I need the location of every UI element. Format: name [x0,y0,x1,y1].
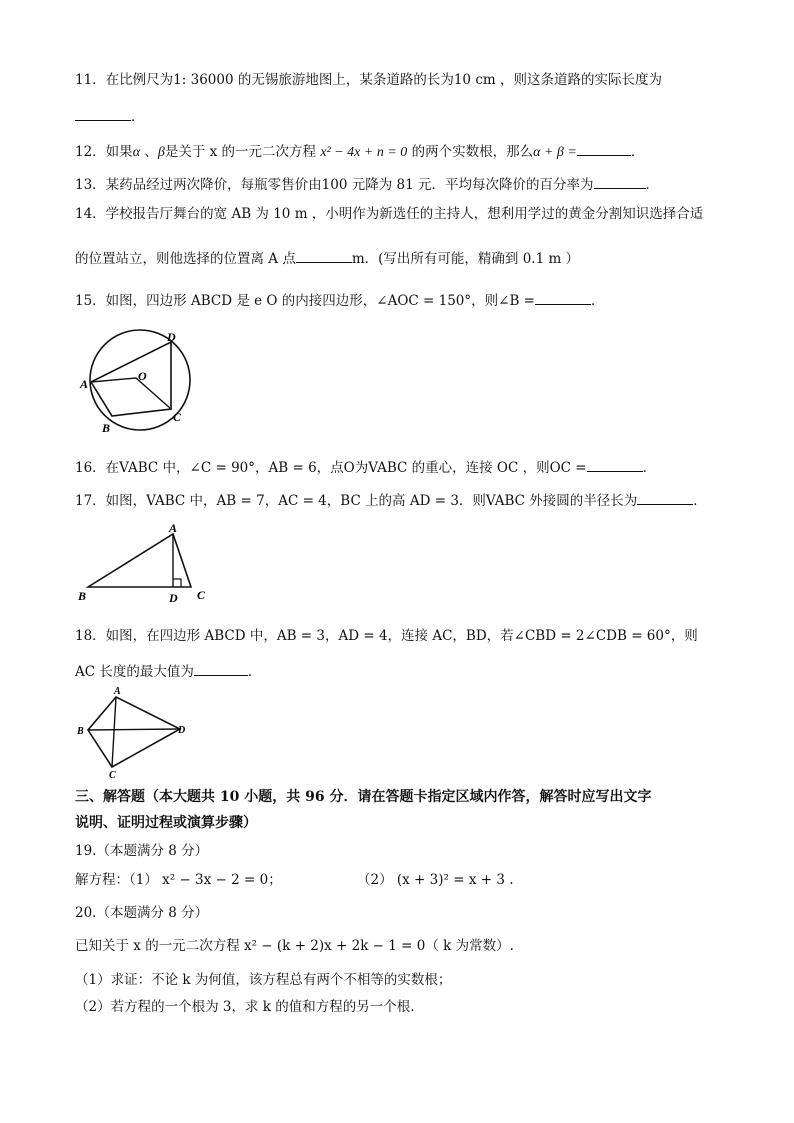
question-12: 12．如果α 、β是关于 x 的一元二次方程 x² − 4x + n = 0 的两个实数根，那么α + β = ． [75,144,645,160]
question-19-part-2: （2） (x + 3)² = x + 3 . [357,872,514,888]
answer-blank [594,176,646,189]
answer-blank [194,663,248,676]
section-heading-line-2: 说明、证明过程或演算步骤） [75,815,257,831]
answer-blank [535,292,591,305]
label-b: B [102,421,111,435]
answer-blank [577,143,631,156]
figure-circle-quadrilateral [74,328,204,440]
label-b: B [77,726,84,737]
label-a: A [80,377,89,391]
question-11-line-1: 11．在比例尺为1: 36000 的无锡旅游地图上，某条道路的长为10 cm ，则这条道路的实际长度为 [75,72,662,88]
label-a: A [114,686,121,697]
label-o: O [138,369,147,383]
question-19-title: 19.（本题满分 8 分） [75,843,209,859]
label-d: D [178,725,186,736]
answer-blank [296,250,352,263]
question-19-part-1: 解方程：（1） x² − 3x − 2 = 0； [75,872,282,888]
label-a: A [169,521,178,535]
section-heading: 三、解答题（本大题共 10 小题，共 96 分．请在答题卡指定区域内作答，解答时应写出文字 [75,789,652,805]
question-13: 13．某药品经过两次降价，每瓶零售价由100 元降为 81 元．平均每次降价的百分率为 ． [75,177,659,193]
question-15: 15．如图，四边形 ABCD 是 e O 的内接四边形，∠AOC = 150°，则∠B = ． [75,293,605,309]
label-d: D [167,330,176,344]
answer-blank [75,108,131,121]
question-18-line-2: AC 长度的最大值为 ． [75,664,262,680]
figure-quadrilateral [74,684,194,780]
question-20-part-2: （2）若方程的一个根为 3，求 k 的值和方程的另一个根. [75,999,415,1015]
question-20-title: 20.（本题满分 8 分） [75,905,209,921]
question-16: 16．在VABC 中，∠C = 90°，AB = 6，点O为VABC 的重心，连接 OC ，则OC = ． [75,460,657,476]
answer-blank [637,492,693,505]
question-20-part-1: （1）求证：不论 k 为何值，该方程总有两个不相等的实数根； [75,972,452,988]
answer-blank [587,459,643,472]
question-18-line-1: 18．如图，在四边形 ABCD 中，AB = 3，AD = 4，连接 AC，BD，若∠CBD = 2∠CDB = 60°，则 [75,628,698,644]
figure-triangle-altitude [74,520,214,606]
question-17: 17．如图，VABC 中，AB = 7，AC = 4，BC 上的高 AD = 3．则VABC 外接圆的半径长为 ． [75,493,707,509]
question-11-line-2: ． [75,108,145,125]
question-14-line-1: 14．学校报告厅舞台的宽 AB 为 10 m ，小明作为新选任的主持人，想利用学过的黄金分割知识选择合适 [75,206,704,222]
question-20-stem: 已知关于 x 的一元二次方程 x² − (k + 2)x + 2k − 1 = 0（ k 为常数）. [75,938,514,954]
question-14-line-2: 的位置站立，则他选择的位置离 A 点 m．(写出所有可能，精确到 0.1 m ） [75,251,580,267]
label-d: D [169,591,178,605]
label-c: C [197,588,206,602]
label-c: C [173,410,182,424]
label-c: C [109,770,116,780]
label-b: B [78,589,87,603]
